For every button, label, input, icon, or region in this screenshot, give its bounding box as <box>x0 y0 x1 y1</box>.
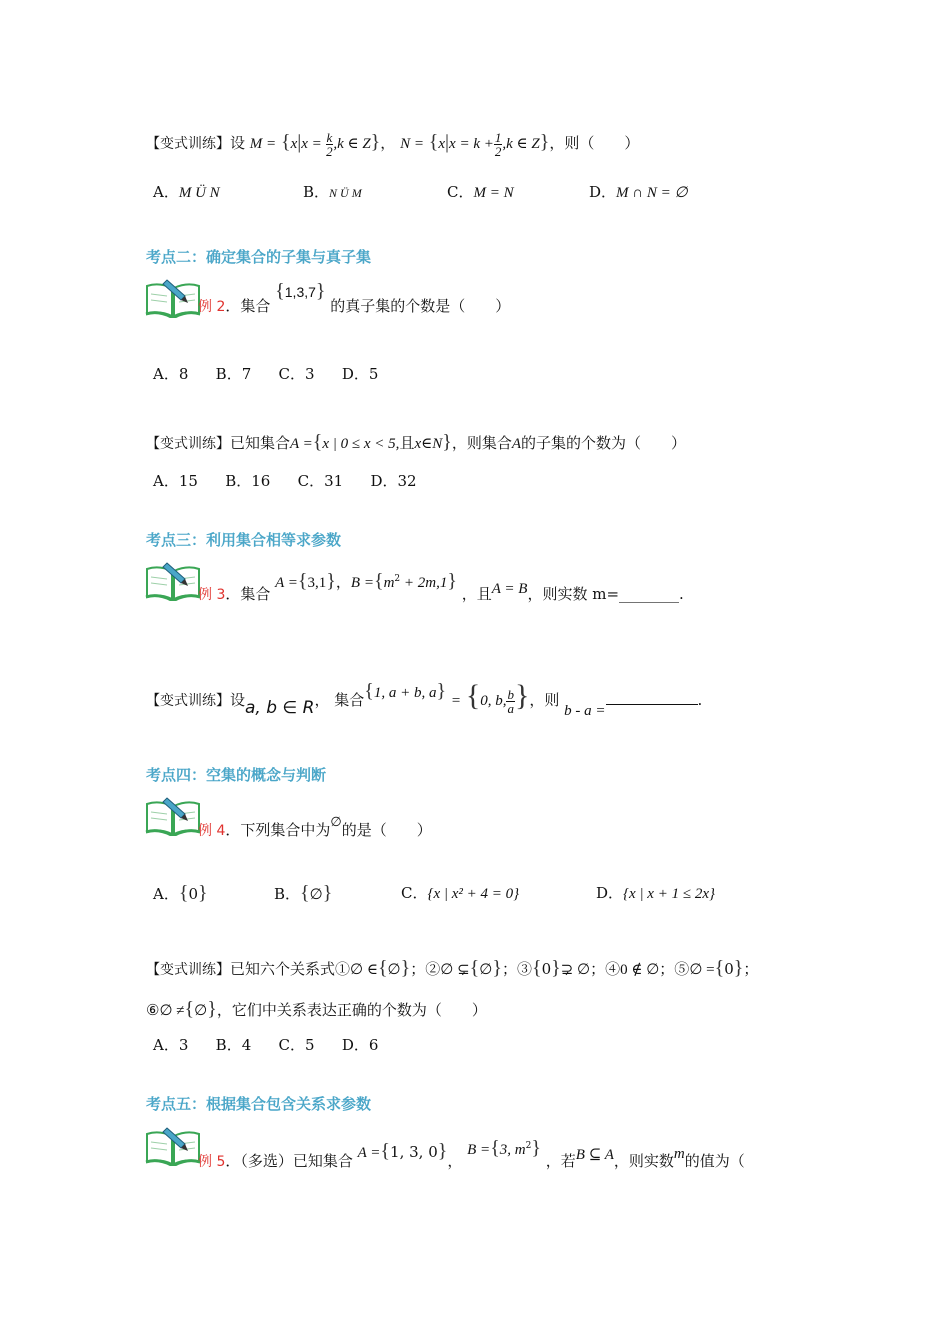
book-pencil-icon <box>145 278 201 318</box>
set-1-ab-a: {1, a + b, a} <box>364 680 447 702</box>
ex2-option-b[interactable]: B．7 <box>215 365 252 383</box>
v4-options <box>153 1034 378 1055</box>
ex4-option-b[interactable]: B．{∅} <box>274 882 333 904</box>
fraction-b-over-a: $\frac{b}{a}$ <box>507 686 514 716</box>
ex4-option-c[interactable]: C．{x | x² + 4 = 0} <box>401 884 520 902</box>
v2-option-a[interactable]: A．15 <box>153 472 198 490</box>
section-title-2: 考点二：确定集合的子集与真子集 <box>146 248 372 266</box>
section-title-4: 考点四：空集的概念与判断 <box>146 766 327 784</box>
empty-set-symbol: ∅ <box>330 815 342 830</box>
v4-option-a[interactable]: A．3 <box>153 1036 189 1054</box>
v4-option-d[interactable]: D．6 <box>341 1036 379 1054</box>
book-pencil-icon <box>145 1126 201 1166</box>
v2-option-c[interactable]: C．31 <box>297 472 344 490</box>
fraction-k-over-2: $\frac{k}{2}$ <box>326 129 333 159</box>
variant-2-stem: 【变式训练】已知集合A ={x | 0 ≤ x < 5,且x∈N}，则集合A的子集的个数为（ ） <box>146 431 687 453</box>
variant-4-stem-line-2: ⑥∅ ≠{∅}，它们中关系表达正确的个数为（ ） <box>146 998 487 1020</box>
v1-option-b[interactable]: B．N Ü M <box>303 183 362 201</box>
example-4-label: 例 4 <box>198 823 226 839</box>
ex2-option-a[interactable]: A．8 <box>153 365 189 383</box>
book-pencil-icon <box>145 796 201 836</box>
fraction-1-over-2: $\frac{1}{2}$ <box>494 129 502 159</box>
v1-option-c[interactable]: C．M = N <box>447 183 514 201</box>
set-A: A ={3,1}，$B =\{m^2 + 2m,1\}$ <box>275 570 457 592</box>
set-B-def: B ={3, $m^2$} <box>467 1137 541 1159</box>
example-2-stem: 例 2．集合 {1,3,7} 的真子集的个数是（ ） <box>198 280 511 315</box>
example-3-stem: 例 3．集合 A ={3,1}，$B =\{m^2 + 2m,1\}$ ，且A = B，则实数 m=________. <box>198 570 684 603</box>
v4-option-b[interactable]: B．4 <box>215 1036 252 1054</box>
v2-option-d[interactable]: D．32 <box>370 472 417 490</box>
v1-option-a[interactable]: A．M Ü N <box>153 183 220 201</box>
example-5-stem: 例 5．（多选）已知集合 A ={1, 3, 0}， B ={3, $m^2$} ，若B ⊆ A，则实数m的值为（ <box>198 1137 745 1170</box>
variant-label: 【变式训练】 <box>146 136 230 152</box>
section-title-5: 考点五：根据集合包含关系求参数 <box>146 1095 372 1113</box>
book-pencil-icon <box>145 561 201 601</box>
blank-answer[interactable]: ，则实数 m=________. <box>527 585 684 603</box>
v2-option-b[interactable]: B．16 <box>225 472 271 490</box>
section-title-3: 考点三：利用集合相等求参数 <box>146 531 342 549</box>
example-5-label: 例 5 <box>198 1154 226 1170</box>
variant-1-stem: 【变式训练】设 M = {x|x = $\frac{k}{2}$ ,k ∈ Z}， N = {x|x = k + $\frac{1}{2}$ ,k ∈ Z}，则（ ） <box>146 129 640 159</box>
ex2-option-c[interactable]: C．3 <box>278 365 315 383</box>
v1-option-d[interactable]: D．M ∩ N = ∅ <box>589 183 688 201</box>
ex2-option-d[interactable]: D．5 <box>341 365 379 383</box>
ex2-options <box>153 363 378 384</box>
example-4-stem: 例 4．下列集合中为∅的是（ ） <box>198 815 432 839</box>
set-A-def: A ={1, 3, 0} <box>357 1140 448 1162</box>
v4-option-c[interactable]: C．5 <box>278 1036 315 1054</box>
example-3-label: 例 3 <box>198 587 226 603</box>
ex4-option-d[interactable]: D．{x | x + 1 ≤ 2x} <box>596 884 715 902</box>
variant-3-stem: 【变式训练】设a, b ∈ R， 集合{1, a + b, a} = {0, b, $\frac{b}{a}$ }，则 b - a =. <box>146 679 703 719</box>
set-1-3-7: {1,3,7} <box>275 280 326 302</box>
example-2-label: 例 2 <box>198 299 226 315</box>
answer-blank[interactable] <box>606 704 698 705</box>
ex4-option-a[interactable]: A．{0} <box>153 882 208 904</box>
v2-options <box>153 470 417 491</box>
variant-4-stem-line-1: 【变式训练】已知六个关系式①∅ ∈{∅}；②∅ ⊊{∅}；③{0}⊋ ∅；④0 ∉ ∅；⑤∅ ={0}； <box>146 957 759 979</box>
